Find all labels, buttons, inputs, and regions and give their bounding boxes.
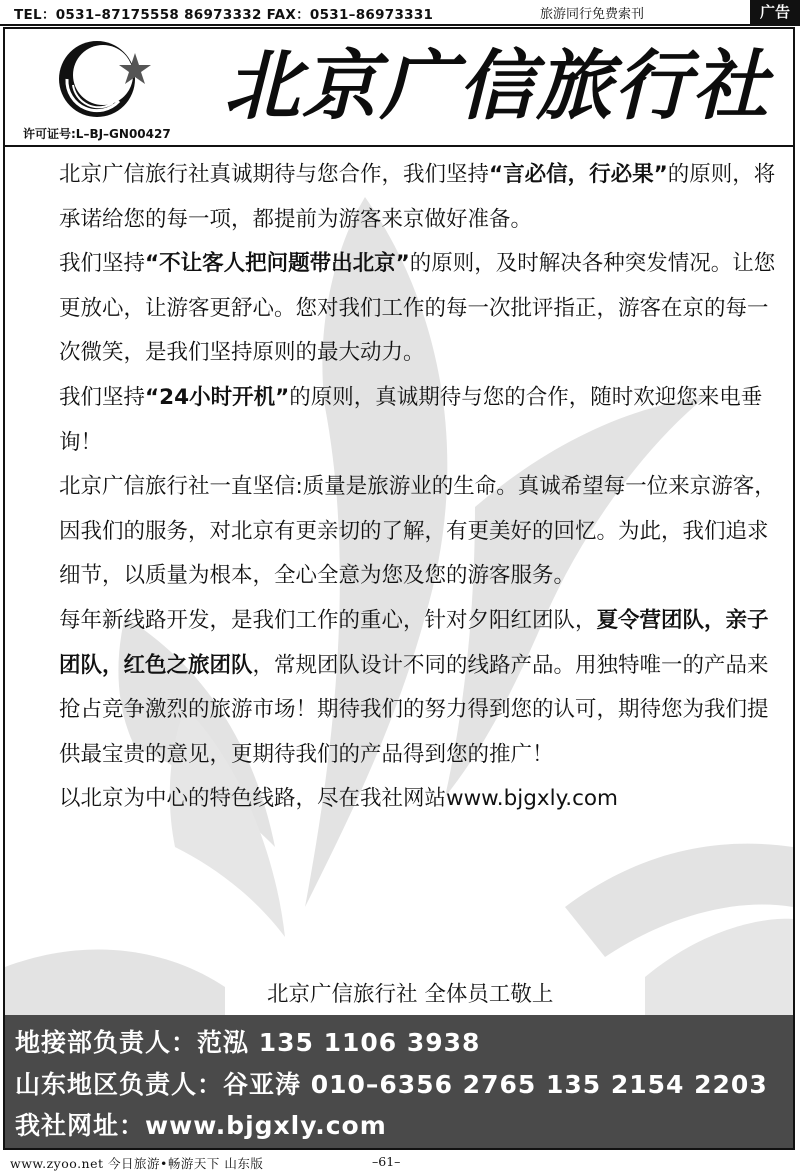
- team-types: 夏令营团队，亲子团队，红色之旅团队: [59, 607, 769, 678]
- motto-3: “24小时开机”: [145, 384, 290, 410]
- ad-tag: 广告: [750, 0, 800, 24]
- website: 我社网址：www.bjgxly.com: [15, 1111, 387, 1140]
- motto-1: “言必信，行必果”: [489, 162, 668, 187]
- contact-footer: [5, 1015, 793, 1150]
- publication-name: 旅游同行免费索刊: [540, 7, 645, 22]
- signature: 北京广信旅行社 全体员工敬上: [267, 982, 554, 1007]
- paragraph-2: 我们坚持“不让客人把问题带出北京”的原则，及时解决各种突发情况。让您更放心，让游客更舒心。您对我们工作的每一次批评指正，游客在京的每一次微笑，是我们坚持原则的最大动力。: [59, 251, 776, 366]
- contact-numbers: TEL：0531–87175558 86973332 FAX：0531–86973331: [14, 7, 434, 23]
- shandong-manager: 山东地区负责人：谷亚涛 010–6356 2765 135 2154 2203: [15, 1070, 768, 1099]
- paragraph-1: 北京广信旅行社真诚期待与您合作，我们坚持“言必信，行必果”的原则，将承诺给您的每一项，都提前为游客来京做好准备。: [59, 162, 776, 232]
- paragraph-4: 北京广信旅行社一直坚信:质量是旅游业的生命。真诚希望每一位来京游客，因我们的服务，对北京有更亲切的了解，有更美好的回忆。为此，我们追求细节，以质量为根本，全心全意为您及您的游客服务。: [59, 474, 776, 589]
- agency-title: 北京广信旅行社: [224, 41, 770, 130]
- agency-logo-icon: [53, 33, 157, 129]
- paragraph-3: 我们坚持“24小时开机”的原则，真诚期待与您的合作，随时欢迎您来电垂询！: [59, 384, 763, 455]
- motto-2: “不让客人把问题带出北京”: [145, 251, 410, 277]
- page-number: –61–: [372, 1154, 401, 1169]
- top-bar: [0, 0, 800, 26]
- paragraph-6: 以北京为中心的特色线路，尽在我社网站www.bjgxly.com: [59, 786, 618, 812]
- magazine-site: www.zyoo.net 今日旅游•畅游天下 山东版: [10, 1156, 264, 1171]
- paragraph-5: 每年新线路开发，是我们工作的重心，针对夕阳红团队，夏令营团队，亲子团队，红色之旅团队，常规团队设计不同的线路产品。用独特唯一的产品来抢占竞争激烈的旅游市场！期待我们的努力得到您的认可，期待您为我们提供最宝贵的意见，更期待我们的产品得到您的推广！: [59, 607, 769, 767]
- license-number: 许可证号:L–BJ–GN00427: [23, 127, 171, 141]
- ad-header: [5, 29, 793, 147]
- ad-body: [59, 153, 789, 822]
- local-manager: 地接部负责人：范泓 135 1106 3938: [15, 1028, 481, 1057]
- bottom-bar: [0, 1152, 800, 1172]
- advertisement-frame: [3, 27, 795, 1150]
